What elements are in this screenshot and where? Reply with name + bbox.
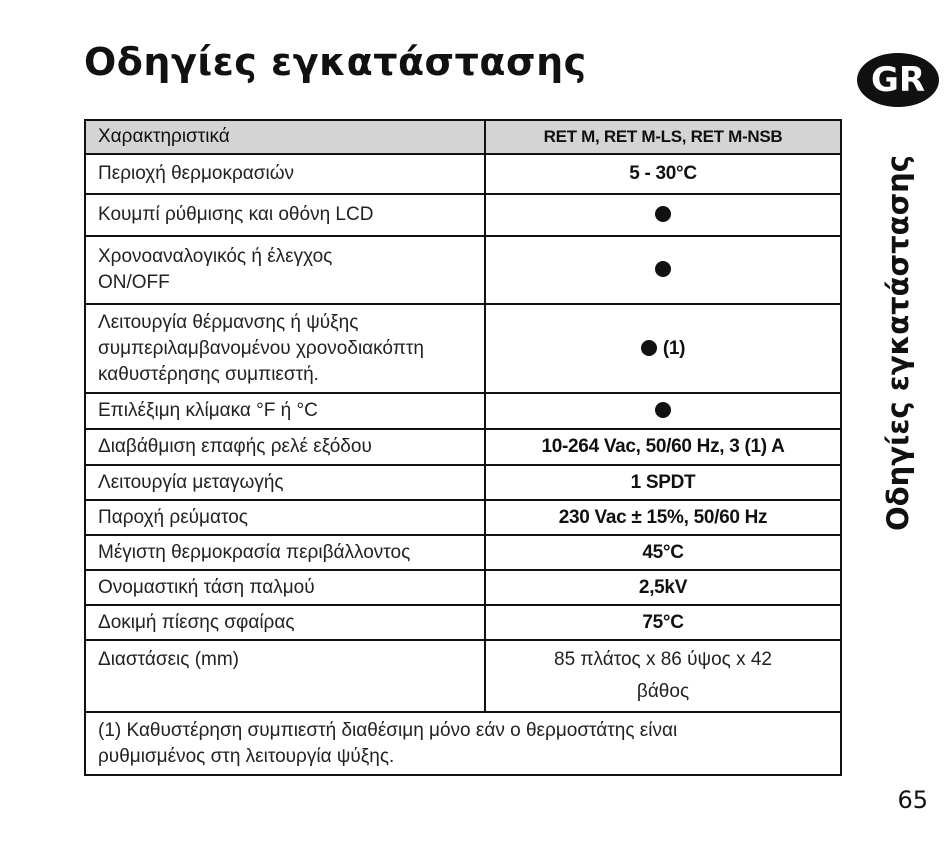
table-row bbox=[85, 500, 841, 535]
row-value: 45°C bbox=[485, 535, 841, 570]
specifications-table bbox=[84, 119, 842, 776]
row-label-line: Χρονοαναλογικός ή έλεγχος bbox=[98, 246, 333, 267]
footnote-line: (1) Καθυστέρηση συμπιεστή διαθέσιμη μόνο εάν ο θερμοστάτης είναι bbox=[98, 719, 678, 741]
row-label: Διαβάθμιση επαφής ρελέ εξόδου bbox=[85, 429, 485, 465]
footnote-line: ρυθμισμένος στη λειτουργία ψύξης. bbox=[98, 745, 395, 767]
row-value bbox=[485, 194, 841, 236]
row-label-line: ON/OFF bbox=[98, 272, 170, 293]
footnote-row bbox=[85, 712, 841, 775]
row-value-line: βάθος bbox=[636, 681, 690, 702]
filled-circle-bullet-icon bbox=[641, 340, 657, 356]
row-label: Κουμπί ρύθμισης και οθόνη LCD bbox=[85, 194, 485, 236]
row-label: Μέγιστη θερμοκρασία περιβάλλοντος bbox=[85, 535, 485, 570]
row-label-line: Λειτουργία θέρμανσης ή ψύξης bbox=[98, 311, 359, 333]
row-value: 75°C bbox=[485, 605, 841, 640]
header-models: RET M, RET M-LS, RET M-NSB bbox=[485, 120, 841, 154]
filled-circle-bullet-icon bbox=[655, 261, 671, 277]
row-value bbox=[485, 304, 841, 393]
table-row bbox=[85, 465, 841, 500]
table-row bbox=[85, 605, 841, 640]
row-value-line: 85 πλάτος x 86 ύψος x 42 bbox=[554, 649, 772, 670]
filled-circle-bullet-icon bbox=[655, 206, 671, 222]
table-row bbox=[85, 236, 841, 304]
row-value: 10-264 Vac, 50/60 Hz, 3 (1) A bbox=[485, 429, 841, 465]
table-row bbox=[85, 640, 841, 712]
footnote-reference: (1) bbox=[662, 337, 686, 359]
table-row bbox=[85, 535, 841, 570]
row-value: 5 - 30°C bbox=[485, 154, 841, 194]
page-number: 65 bbox=[897, 786, 928, 814]
row-label-line: καθυστέρησης συμπιεστή. bbox=[98, 363, 319, 385]
row-label: Λειτουργία μεταγωγής bbox=[85, 465, 485, 500]
row-label: Παροχή ρεύματος bbox=[85, 500, 485, 535]
row-value: 1 SPDT bbox=[485, 465, 841, 500]
side-section-title: Οδηγίες εγκατάστασης bbox=[881, 155, 915, 531]
header-characteristics: Χαρακτηριστικά bbox=[85, 120, 485, 154]
filled-circle-bullet-icon bbox=[655, 402, 671, 418]
footnote bbox=[85, 712, 841, 775]
row-value: 2,5kV bbox=[485, 570, 841, 605]
row-label: Διαστάσεις (mm) bbox=[85, 640, 485, 712]
page-title: Οδηγίες εγκατάστασης bbox=[84, 40, 587, 84]
row-value: 230 Vac ± 15%, 50/60 Hz bbox=[485, 500, 841, 535]
row-value bbox=[485, 393, 841, 429]
table-row bbox=[85, 194, 841, 236]
row-label: Ονομαστική τάση παλμού bbox=[85, 570, 485, 605]
table-row bbox=[85, 393, 841, 429]
table-row bbox=[85, 570, 841, 605]
row-label: Επιλέξιμη κλίμακα °F ή °C bbox=[85, 393, 485, 429]
table-row bbox=[85, 154, 841, 194]
table-row bbox=[85, 429, 841, 465]
row-value bbox=[485, 640, 841, 712]
row-label bbox=[85, 236, 485, 304]
row-label bbox=[85, 304, 485, 393]
row-label: Περιοχή θερμοκρασιών bbox=[85, 154, 485, 194]
language-badge: GR bbox=[857, 53, 939, 107]
row-label-line: συμπεριλαμβανομένου χρονοδιακόπτη bbox=[98, 337, 424, 359]
row-value bbox=[485, 236, 841, 304]
table-row bbox=[85, 304, 841, 393]
table-header-row bbox=[85, 120, 841, 154]
row-label: Δοκιμή πίεσης σφαίρας bbox=[85, 605, 485, 640]
